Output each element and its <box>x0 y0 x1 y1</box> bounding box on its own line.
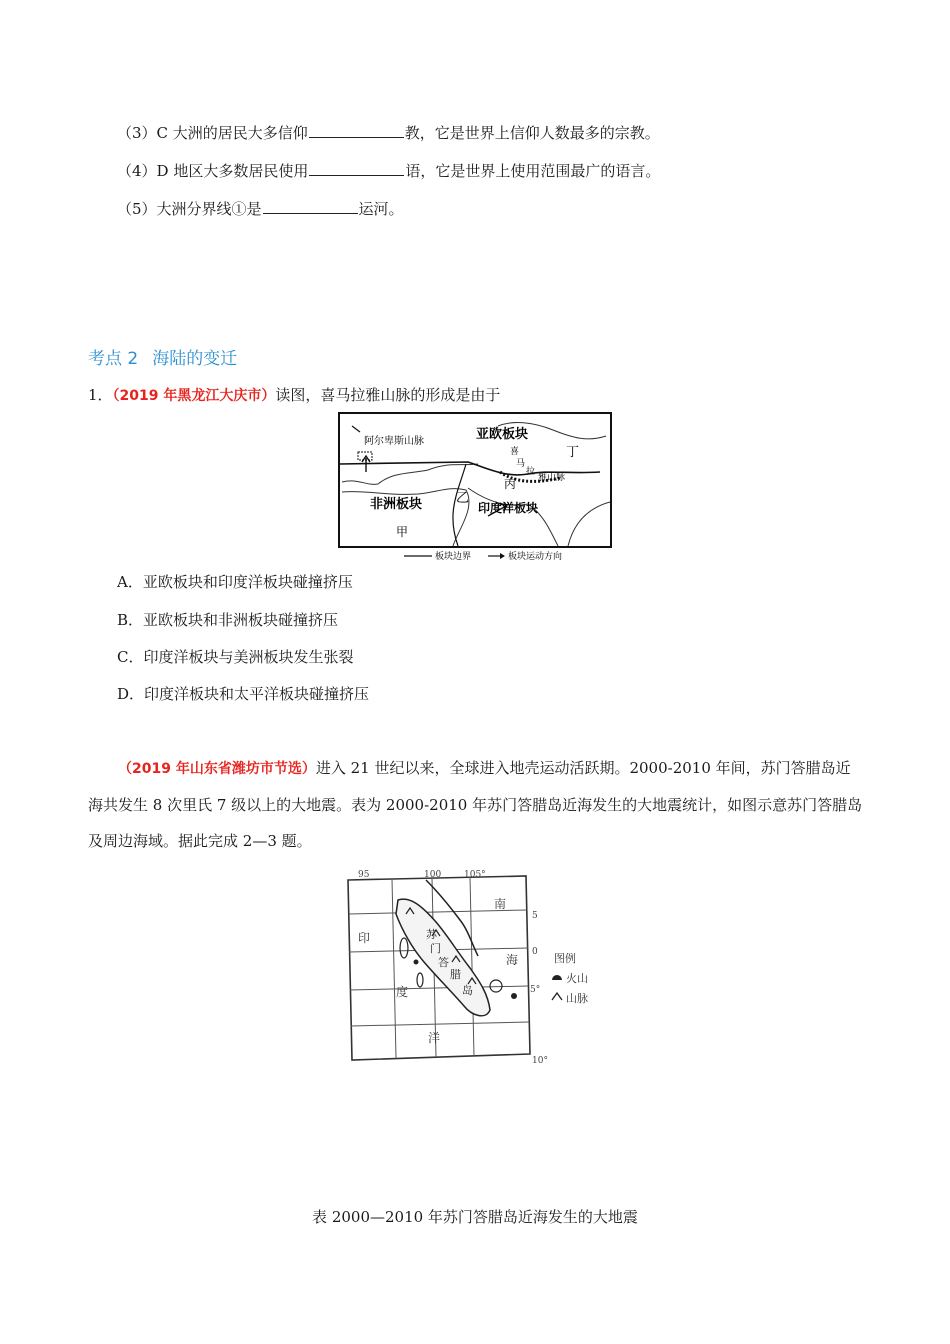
option-b-text: B．亚欧板块和非洲板块碰撞挤压 <box>117 611 339 629</box>
question-1-stem <box>88 384 500 405</box>
plate-map-frame <box>339 413 611 547</box>
ocean-label-yin: 印 <box>358 931 371 945</box>
legend-volcano-label: 火山 <box>566 972 588 985</box>
legend-title: 图例 <box>554 952 576 965</box>
question-1-number: 1． <box>88 386 113 404</box>
option-d-text: D．印度洋板块和太平洋板块碰撞挤压 <box>117 685 370 703</box>
question-3 <box>117 122 660 143</box>
question-2-3-text: 进入 21 世纪以来，全球进入地壳运动活跃期。2000-2010 年间，苏门答腊岛近海共发生 8 次里氏 7 级以上的大地震。表为 2000-2010 年苏门答腊岛近海发生的大地震统计，如图示意苏门答腊岛及周边海域。据此完成 2—3 题。 <box>88 759 863 850</box>
label-himalaya-1: 喜 <box>510 447 520 457</box>
lat-label-0: 0 <box>532 947 538 957</box>
sumatra-map <box>340 870 612 1070</box>
label-himalaya-3: 拉 <box>526 467 536 477</box>
question-4-pre: （4）D 地区大多数居民使用 <box>117 162 309 180</box>
lat-label-10s: 10° <box>532 1056 548 1066</box>
ocean-label-yang: 洋 <box>428 1031 441 1045</box>
question-3-pre: （3）C 大洲的居民大多信仰 <box>117 124 308 142</box>
question-2-3-source: （2019 年山东省潍坊市节选） <box>118 761 316 777</box>
question-2-3-intro <box>88 750 863 859</box>
option-a[interactable] <box>117 571 353 592</box>
option-a-text: A．亚欧板块和印度洋板块碰撞挤压 <box>117 573 353 591</box>
lon-label-95: 95 <box>358 870 370 880</box>
question-5-post: 运河。 <box>358 200 404 218</box>
plate-map <box>338 412 616 564</box>
question-1-text: 读图，喜马拉雅山脉的形成是由于 <box>275 386 501 404</box>
lat-label-5n: 5 <box>532 911 538 921</box>
label-ding: 丁 <box>566 445 580 460</box>
option-d[interactable] <box>117 683 369 704</box>
label-yi: 乙 <box>456 491 470 506</box>
label-africa-plate: 非洲板块 <box>370 497 423 512</box>
answer-blank-4[interactable] <box>309 161 404 176</box>
question-3-post: 教，它是世界上信仰人数最多的宗教。 <box>404 124 660 142</box>
legend-direction-label: 板块运动方向 <box>508 552 563 562</box>
question-4 <box>117 160 660 181</box>
plate-map-figure <box>338 412 616 564</box>
island-label-la: 腊 <box>450 968 461 981</box>
island-label-men: 门 <box>430 942 441 955</box>
volcano-marker-2 <box>414 960 419 965</box>
label-himalaya-4: 雅山脉 <box>538 473 566 483</box>
label-jia: 甲 <box>396 525 409 539</box>
label-eurasia-plate: 亚欧板块 <box>476 427 529 442</box>
legend-mountain-label: 山脉 <box>566 992 588 1005</box>
question-5-pre: （5）大洲分界线①是 <box>117 200 262 218</box>
option-c-text: C．印度洋板块与美洲板块发生张裂 <box>117 648 354 666</box>
lon-label-105: 105° <box>464 870 486 880</box>
option-b[interactable] <box>117 609 338 630</box>
answer-blank-3[interactable] <box>309 123 404 138</box>
label-himalaya-2: 马 <box>516 459 526 469</box>
answer-blank-5[interactable] <box>263 199 358 214</box>
section-heading <box>88 344 251 369</box>
island-label-su: 苏 <box>426 928 437 941</box>
sea-label-nan: 南 <box>494 897 507 911</box>
option-c[interactable] <box>117 646 353 667</box>
ocean-label-du: 度 <box>396 985 409 999</box>
question-5 <box>117 198 404 219</box>
lon-label-100: 100 <box>424 870 442 880</box>
island-label-dao: 岛 <box>462 984 473 997</box>
section-number: 考点 2 <box>88 349 139 369</box>
table-caption: 表 2000—2010 年苏门答腊岛近海发生的大地震 <box>312 1208 638 1226</box>
label-bing: 丙 <box>504 477 517 491</box>
volcano-marker-1 <box>511 993 517 999</box>
island-label-da: 答 <box>438 956 449 969</box>
question-1-source: （2019 年黑龙江大庆市） <box>112 388 276 404</box>
mountain-icon <box>552 993 562 1000</box>
section-title: 海陆的变迁 <box>152 349 238 369</box>
legend-boundary-label: 板块边界 <box>435 552 472 562</box>
lat-label-5s: 5° <box>530 985 541 995</box>
question-4-post: 语，它是世界上使用范围最广的语言。 <box>405 162 661 180</box>
sea-label-hai: 海 <box>506 953 519 967</box>
sumatra-map-figure <box>340 870 612 1070</box>
label-alps: 阿尔卑斯山脉 <box>364 436 424 447</box>
volcano-icon <box>552 975 562 980</box>
label-indian-plate: 印度洋板块 <box>478 501 539 515</box>
legend-arrow-icon <box>500 553 505 559</box>
